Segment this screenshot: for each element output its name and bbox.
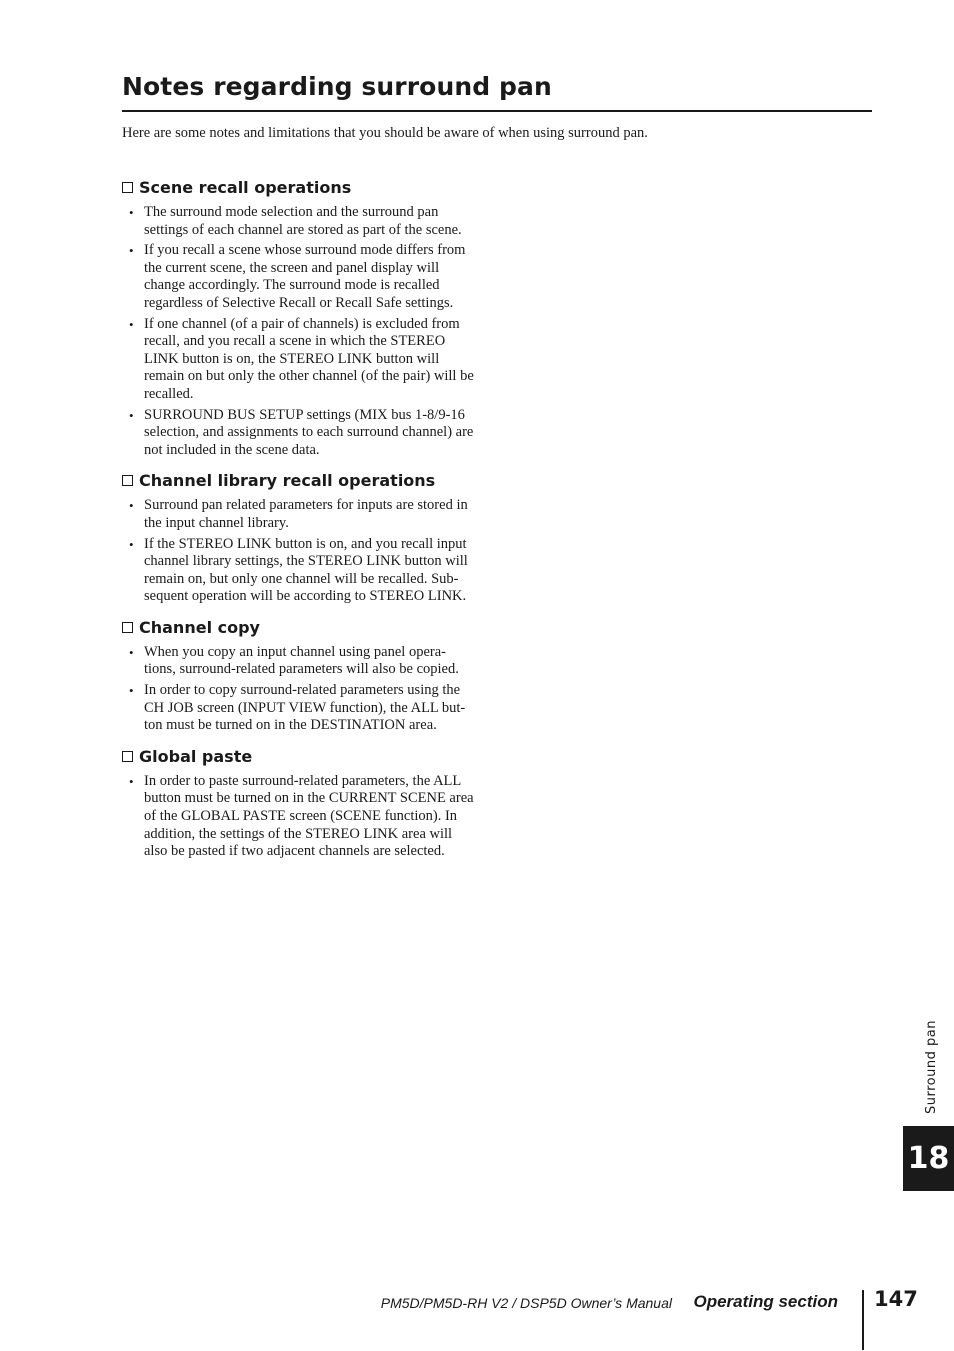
section-heading: Channel copy bbox=[122, 616, 474, 640]
section-channel-copy bbox=[122, 616, 474, 735]
footer-rule bbox=[862, 1290, 864, 1350]
bullet-list bbox=[122, 644, 474, 735]
bullet-icon: • bbox=[129, 243, 134, 259]
list-item: • If the STEREO LINK button is on, and you recall input channel library settings, the STEREO LINK button will remain on, but only one channel will be recalled. Sub-sequent operation will be according to STEREO LINK. bbox=[129, 535, 468, 605]
content-column bbox=[122, 176, 474, 871]
section-global-paste bbox=[122, 745, 474, 861]
footer-section-name: Operating section bbox=[693, 1292, 838, 1311]
footer-manual-title: PM5D/PM5D-RH V2 / DSP5D Owner’s Manual bbox=[380, 1295, 672, 1311]
section-heading: Channel library recall operations bbox=[122, 469, 474, 493]
bullet-icon: • bbox=[129, 205, 134, 220]
section-heading: Scene recall operations bbox=[122, 176, 474, 200]
page-title: Notes regarding surround pan bbox=[122, 72, 552, 101]
bullet-icon: • bbox=[129, 498, 134, 514]
intro-text: Here are some notes and limitations that you should be aware of when using surround pan. bbox=[122, 125, 648, 141]
checkbox-icon bbox=[122, 475, 133, 486]
bullet-list bbox=[122, 204, 474, 459]
list-item: • In order to copy surround-related parameters using the CH JOB screen (INPUT VIEW function), the ALL but-ton must be turned on in the DESTINATION area. bbox=[129, 682, 466, 734]
side-tab-label: Surround pan bbox=[924, 1020, 939, 1114]
bullet-icon: • bbox=[129, 683, 134, 699]
section-scene-recall bbox=[122, 176, 474, 459]
list-item: • In order to paste surround-related parameters, the ALL button must be turned on in the CURRENT SCENE area of the GLOBAL PASTE screen (SCENE function). In addition, the settings of the STEREO LINK area will also be pasted if two adjacent channels are selected. bbox=[129, 772, 474, 860]
bullet-icon: • bbox=[129, 536, 134, 552]
list-item: • SURROUND BUS SETUP settings (MIX bus 1-8/9-16 selection, and assignments to each surround channel) are not included in the scene data. bbox=[129, 406, 474, 458]
list-item: • The surround mode selection and the surround pan settings of each channel are stored as part of the scene. bbox=[129, 204, 462, 238]
checkbox-icon bbox=[122, 751, 133, 762]
list-item: • When you copy an input channel using panel opera-tions, surround-related parameters will also be copied. bbox=[129, 643, 459, 678]
title-rule bbox=[122, 110, 872, 112]
section-heading: Global paste bbox=[122, 745, 474, 769]
list-item: • Surround pan related parameters for inputs are stored in the input channel library. bbox=[129, 497, 468, 531]
list-item: • If you recall a scene whose surround mode differs from the current scene, the screen and panel display will change accordingly. The surround mode is recalled regardless of Selective Recall or Recall Safe settings. bbox=[129, 242, 466, 311]
page-number: 147 bbox=[874, 1287, 918, 1311]
bullet-list bbox=[122, 497, 474, 606]
checkbox-icon bbox=[122, 622, 133, 633]
bullet-list bbox=[122, 773, 474, 861]
section-channel-library-recall bbox=[122, 469, 474, 606]
chapter-tab: 18 bbox=[903, 1126, 954, 1191]
checkbox-icon bbox=[122, 182, 133, 193]
list-item: • If one channel (of a pair of channels) is excluded from recall, and you recall a scene in which the STEREO LINK button is on, the STEREO LINK button will remain on but only the other channel (of the pair) will be recalled. bbox=[129, 315, 474, 402]
bullet-icon: • bbox=[129, 316, 134, 332]
bullet-icon: • bbox=[129, 407, 134, 423]
bullet-icon: • bbox=[129, 644, 134, 660]
bullet-icon: • bbox=[129, 773, 134, 789]
